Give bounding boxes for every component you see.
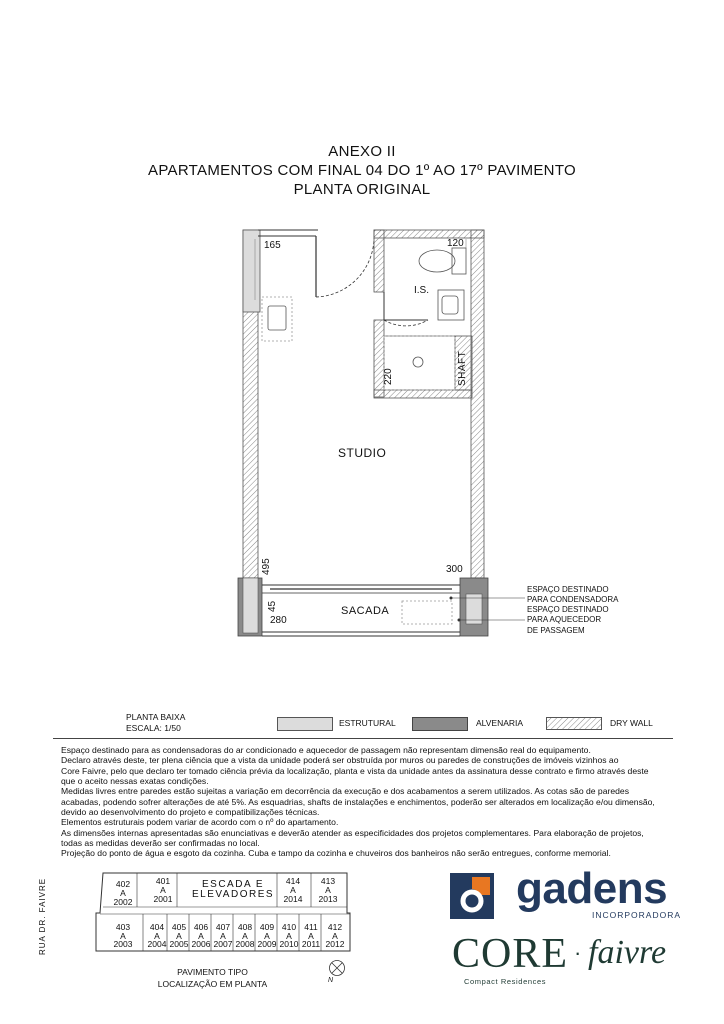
core-faivre-logo	[450, 930, 670, 990]
unit-range-mark: A	[160, 885, 166, 895]
unit-number: 404	[149, 922, 165, 932]
unit-number-end: 2013	[318, 894, 338, 904]
unit-number: 409	[259, 922, 275, 932]
unit-number: 402	[115, 879, 131, 889]
unit-number-end: 2010	[279, 939, 299, 949]
unit-number-end: 2014	[283, 894, 303, 904]
legend-label-alvenaria: ALVENARIA	[476, 718, 524, 728]
keyplan-caption-line-1: PAVIMENTO TIPO	[177, 967, 248, 977]
dim-45: 45	[267, 600, 278, 612]
note-line: que o aceito nessas exatas condições.	[61, 776, 209, 787]
legend-label-estrutural: ESTRUTURAL	[339, 718, 396, 728]
title-line-3: PLANTA ORIGINAL	[293, 181, 431, 198]
unit-number-end: 2012	[325, 939, 345, 949]
unit-number-end: 2007	[213, 939, 233, 949]
unit-number-end: 2009	[257, 939, 277, 949]
unit-bottom-403	[110, 923, 136, 949]
unit-number: 406	[193, 922, 209, 932]
shower-drain-icon	[413, 357, 423, 367]
note-line: Espaço destinado para as condensadoras do ar condicionado e aquecedor de passagem não representam dimensão real do equipamento.	[61, 745, 591, 755]
gadens-logo	[450, 864, 682, 922]
unit-bottom-408	[234, 923, 256, 949]
unit-number: 403	[115, 922, 131, 932]
unit-number: 410	[281, 922, 297, 932]
toilet-tank	[452, 248, 466, 274]
unit-number-end: 2004	[147, 939, 167, 949]
left-pillar	[243, 230, 260, 312]
unit-range-mark: A	[242, 930, 248, 941]
north-label: N	[328, 977, 334, 984]
faivre-wordmark: faivre	[588, 934, 667, 971]
core-label-line-2: ELEVADORES	[191, 889, 275, 900]
condenser-space	[402, 601, 452, 624]
core-label-line-1: ESCADA E	[201, 879, 265, 890]
room-is: I.S.	[414, 285, 430, 296]
unit-top-402	[110, 880, 136, 907]
room-sacada: SACADA	[341, 605, 390, 617]
unit-range-mark: A	[264, 930, 270, 941]
core-subtitle: Compact Residences	[464, 977, 547, 986]
keyplan-caption-line-2: LOCALIZAÇÃO EM PLANTA	[157, 979, 268, 989]
unit-number-end: 2011	[301, 939, 321, 949]
dim-300: 300	[446, 564, 463, 575]
gadens-subtitle: INCORPORADORA	[592, 910, 682, 920]
unit-number-end: 2002	[113, 897, 133, 907]
note-line: As dimensões internas apresentadas são enunciativas e deverão atender as especificidades dos projetos complementares. Para elaboração de projetos,	[61, 827, 644, 838]
core-stairs-elevators	[190, 880, 276, 900]
unit-range-mark: A	[198, 930, 204, 941]
unit-range-mark: A	[286, 930, 292, 941]
note-line: Elementos estruturais podem variar de acordo com o nº do apartamento.	[61, 817, 339, 828]
unit-range-mark: A	[308, 930, 314, 941]
shower-area	[384, 336, 455, 390]
unit-number-end: 2006	[191, 939, 211, 949]
unit-range-mark: A	[332, 930, 338, 941]
note-line: acabadas, podendo sofrer alterações de até 5%. As esquadrias, shafts de instalações e enchimentos, poderão ser alterados em localização e/ou dimensão,	[61, 796, 655, 807]
dim-165: 165	[264, 240, 281, 251]
room-shaft: SHAFT	[457, 350, 468, 386]
unit-bottom-409	[256, 923, 278, 949]
unit-bottom-406	[190, 923, 212, 949]
toilet-icon	[419, 250, 455, 272]
unit-range-mark: A	[290, 885, 296, 895]
unit-range-mark: A	[176, 930, 182, 941]
unit-range-mark: A	[120, 930, 126, 941]
unit-bottom-404	[145, 923, 169, 949]
unit-number: 408	[237, 922, 253, 932]
legend-label-drywall: DRY WALL	[610, 718, 653, 728]
note-line: Projeção do ponto de água e esgoto da cozinha. Cuba e tampo da cozinha e chuveiros dos banheiros não serão entregues, conforme memorial.	[61, 848, 611, 859]
divider	[53, 738, 673, 739]
dim-220: 220	[383, 368, 394, 385]
dim-495: 495	[261, 558, 272, 575]
unit-bottom-407	[212, 923, 234, 949]
dim-280: 280	[270, 615, 287, 626]
unit-range-mark: A	[154, 930, 160, 941]
unit-number: 413	[320, 876, 336, 886]
note-aquecedor	[527, 605, 609, 636]
note-condensadora-line-1: ESPAÇO DESTINADO	[527, 585, 609, 594]
core-wordmark: CORE	[452, 931, 569, 977]
core-dot-separator: ·	[574, 940, 582, 965]
gadens-wordmark: gadens	[516, 864, 668, 913]
note-aquecedor-line-2: PARA AQUECEDOR	[527, 615, 602, 625]
keyplan-caption	[120, 966, 305, 990]
unit-number: 401	[155, 876, 171, 886]
unit-range-mark: A	[120, 888, 126, 898]
unit-bottom-405	[168, 923, 190, 949]
kitchen-sink	[262, 297, 292, 341]
legend-swatch-alvenaria	[412, 717, 468, 731]
unit-number-end: 2008	[235, 939, 255, 949]
gadens-mark-icon	[450, 873, 494, 919]
unit-number-end: 2005	[169, 939, 189, 949]
unit-number-end: 2003	[113, 939, 133, 949]
unit-number: 411	[304, 922, 318, 932]
note-line: devido ao desenvolvimento do projeto e compatibilizações técnicas.	[61, 807, 320, 818]
legend-swatch-estrutural	[277, 717, 333, 731]
unit-number: 407	[215, 922, 231, 932]
unit-number: 405	[171, 922, 187, 932]
legend-swatch-drywall	[546, 717, 602, 731]
note-condensadora	[527, 585, 618, 606]
street-label: RUA DR. FAIVRE	[38, 877, 47, 955]
unit-range-mark: A	[325, 885, 331, 895]
unit-top-414	[280, 877, 306, 904]
unit-bottom-412	[323, 923, 347, 949]
note-line: Declaro através deste, ter plena ciência que a vista da unidade poderá ser obstruída por muros ou paredes de construções de imóveis vizinhos ao	[61, 755, 619, 766]
note-line: todas as medidas deverão ser confirmadas no local.	[61, 838, 260, 849]
room-studio: STUDIO	[338, 446, 387, 460]
unit-bottom-410	[278, 923, 300, 949]
unit-number: 412	[327, 922, 343, 932]
note-line: Medidas livres entre paredes estão sujeitas a variação em decorrência da execução e dos acabamentos a serem utilizados. As cotas são de paredes	[61, 786, 629, 797]
disclaimer-notes	[61, 745, 671, 859]
title-line-2: APARTAMENTOS COM FINAL 04 DO 1º AO 17º PAVIMENTO	[148, 162, 576, 179]
unit-range-mark: A	[220, 930, 226, 941]
unit-top-413	[315, 877, 341, 904]
note-aquecedor-line-1: ESPAÇO DESTINADO	[527, 605, 609, 614]
note-condensadora-line-2: PARA CONDENSADORA	[527, 595, 619, 605]
title-line-1: ANEXO II	[328, 143, 396, 160]
unit-top-401	[150, 877, 176, 904]
note-aquecedor-line-3: DE PASSAGEM	[527, 625, 585, 635]
unit-number-end: 2001	[153, 894, 173, 904]
note-line: Core Faivre, pelo que declaro ter tomado ciência prévia da localização, planta e vista da unidade antes da assinatura desse contrato e firmo através deste	[61, 765, 649, 776]
scale-label-1: PLANTA BAIXA	[126, 712, 186, 722]
scale-label-2: ESCALA: 1/50	[126, 723, 181, 733]
unit-bottom-411	[300, 923, 322, 949]
dim-120: 120	[447, 238, 464, 249]
right-wall	[471, 230, 484, 578]
unit-number: 414	[285, 876, 301, 886]
